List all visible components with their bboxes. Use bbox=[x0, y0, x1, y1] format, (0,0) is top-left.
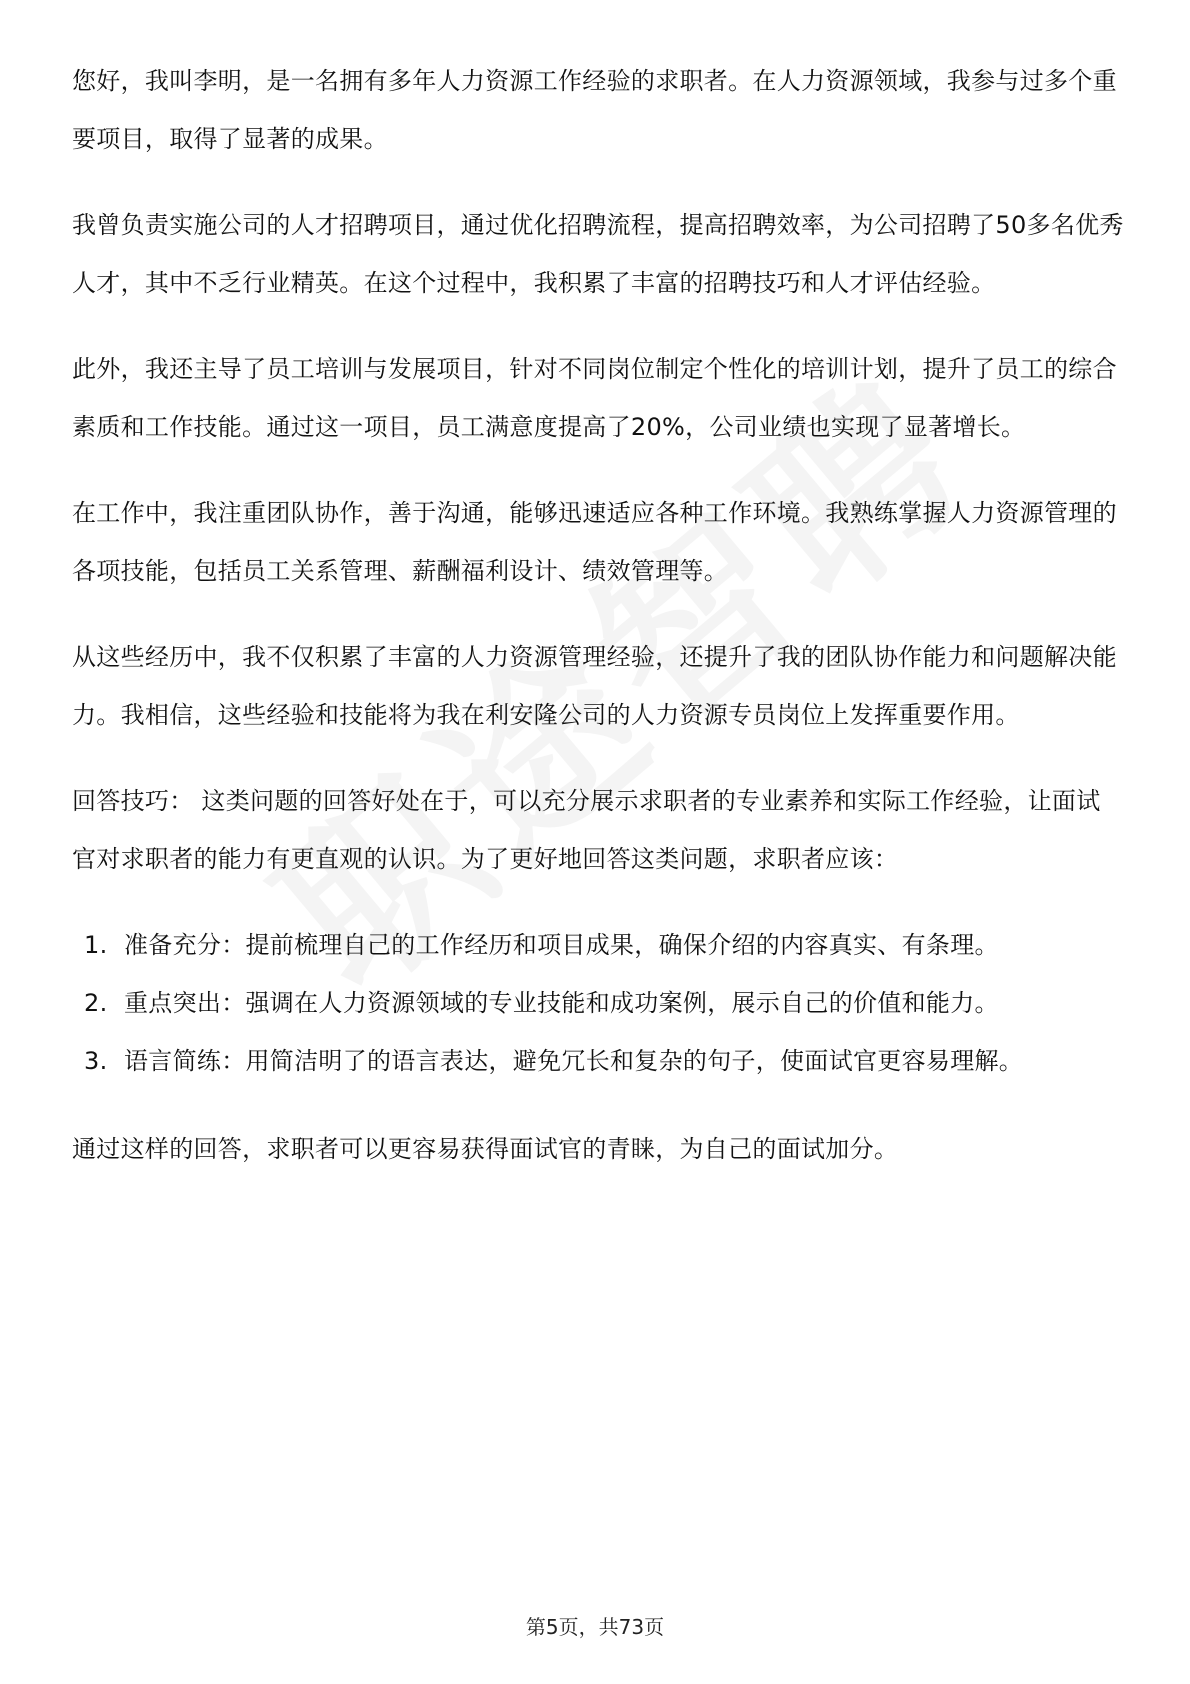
list-item bbox=[72, 1032, 1124, 1090]
teamwork-paragraph: 在工作中，我注重团队协作，善于沟通，能够迅速适应各种工作环境。我熟练掌握人力资源管理的各项技能，包括员工关系管理、薪酬福利设计、绩效管理等。 bbox=[72, 499, 1117, 585]
list-item bbox=[72, 974, 1124, 1032]
list-item-text: 准备充分：提前梳理自己的工作经历和项目成果，确保介绍的内容真实、有条理。 bbox=[124, 931, 999, 959]
tips-list bbox=[72, 916, 1124, 1090]
list-item-number: 1. bbox=[84, 931, 108, 959]
recruiting-paragraph: 我曾负责实施公司的人才招聘项目，通过优化招聘流程，提高招聘效率，为公司招聘了50多名优秀人才，其中不乏行业精英。在这个过程中，我积累了丰富的招聘技巧和人才评估经验。 bbox=[72, 211, 1124, 297]
list-item bbox=[72, 916, 1124, 974]
page-number-footer: 第5页，共73页 bbox=[525, 1615, 665, 1639]
training-paragraph: 此外，我还主导了员工培训与发展项目，针对不同岗位制定个性化的培训计划，提升了员工的综合素质和工作技能。通过这一项目，员工满意度提高了20%，公司业绩也实现了显著增长。 bbox=[72, 355, 1117, 441]
list-item-text: 语言简练：用简洁明了的语言表达，避免冗长和复杂的句子，使面试官更容易理解。 bbox=[124, 1047, 1024, 1075]
list-item-text: 重点突出：强调在人力资源领域的专业技能和成功案例，展示自己的价值和能力。 bbox=[124, 989, 999, 1017]
document-body bbox=[72, 52, 1124, 1206]
list-item-number: 2. bbox=[84, 989, 108, 1017]
tips-paragraph: 回答技巧： 这类问题的回答好处在于，可以充分展示求职者的专业素养和实际工作经验，让面试官对求职者的能力有更直观的认识。为了更好地回答这类问题，求职者应该： bbox=[72, 787, 1101, 873]
intro-paragraph: 您好，我叫李明，是一名拥有多年人力资源工作经验的求职者。在人力资源领域，我参与过多个重要项目，取得了显著的成果。 bbox=[72, 67, 1117, 153]
closing-paragraph: 通过这样的回答，求职者可以更容易获得面试官的青睐，为自己的面试加分。 bbox=[72, 1135, 899, 1163]
summary-paragraph: 从这些经历中，我不仅积累了丰富的人力资源管理经验，还提升了我的团队协作能力和问题解决能力。我相信，这些经验和技能将为我在利安隆公司的人力资源专员岗位上发挥重要作用。 bbox=[72, 643, 1117, 729]
list-item-number: 3. bbox=[84, 1047, 108, 1075]
